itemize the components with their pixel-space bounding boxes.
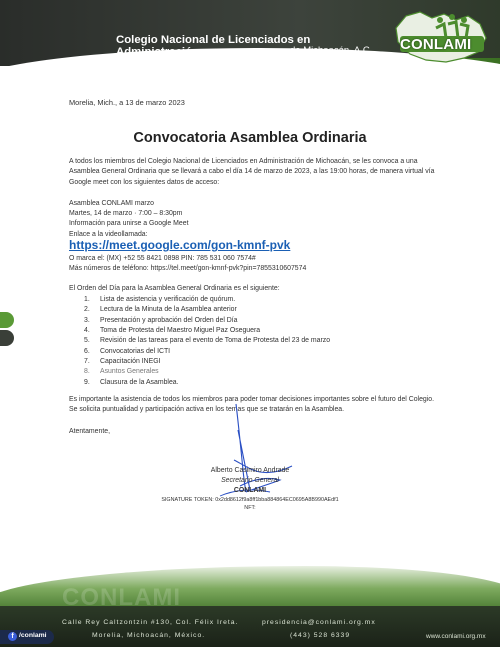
letter-intro: A todos los miembros del Colegio Nacional de Licenciados en Administración de Michoacán, se les convoca a una Asamblea General Ordinaria que se llevará a cabo el día 14 de marzo de 2023, a las 19:00 horas, de manera virtual vía Google meet con los siguientes datos de acceso: [69, 158, 435, 186]
agenda-item: 8. Asuntos Generales [84, 368, 159, 376]
closing-paragraph: Es importante la asistencia de todos los miembros para poder tomar decisiones importantes sobre el futuro del Colegio. Se solicita puntualidad y participación activa en los temas que se tratarán en la Asamblea. [69, 396, 435, 414]
organization-subtitle: de Michoacán, A.C. [290, 45, 373, 56]
footer-watermark: CONLAMI [62, 584, 181, 611]
agenda-intro: El Orden del Día para la Asamblea General Ordinaria es el siguiente: [69, 285, 280, 292]
footer-dark-band [0, 606, 500, 647]
logo-wordmark: CONLAMI [400, 36, 472, 53]
agenda-item: 3. Presentación y aprobación del Orden del Día [84, 316, 238, 324]
agenda-item: 9. Clausura de la Asamblea. [84, 378, 179, 386]
side-tab-green [0, 312, 14, 328]
footer-website[interactable]: www.conlami.org.mx [426, 633, 486, 640]
letter-title: Convocatoria Asamblea Ordinaria [133, 130, 367, 146]
footer-email[interactable]: presidencia@conlami.org.mx [262, 619, 376, 626]
google-meet-link[interactable]: https://meet.google.com/gon-kmnf-pvk [69, 238, 291, 252]
phone-line: O marca el: (MX) +52 55 8421 0898 PIN: 785 531 060 7574# [69, 255, 256, 262]
letter-date: Morelia, Mich., a 13 de marzo 2023 [69, 98, 185, 107]
signature-token: SIGNATURE TOKEN: 0x2dd8612f9a8ff1bba884864EC0695A8B990AEdf1 [161, 497, 339, 503]
phone-details [69, 254, 306, 274]
agenda-item: 6. Convocatorias del ICTI [84, 347, 171, 355]
footer-phone: (443) 528 6339 [290, 632, 351, 639]
footer-address-line1: Calle Rey Caltzontzin #130, Col. Félix Ireta. [62, 619, 239, 626]
facebook-handle[interactable]: /conlami [19, 632, 47, 639]
organization-name: Colegio Nacional de Licenciados en Administración [116, 34, 311, 58]
phone-line: Más números de teléfono: https://tel.meet/gon-kmnf-pvk?pin=7855310607574 [69, 265, 307, 273]
signer-role: Secretario General [221, 477, 279, 484]
signer-organization: CONLAMI [233, 487, 267, 494]
agenda-item: 2. Lectura de la Minuta de la Asamblea anterior [84, 306, 237, 314]
footer-address-line2: Morelia, Michoacán, México. [92, 632, 206, 639]
agenda-item: 1. Lista de asistencia y verificación de quórum. [84, 296, 236, 303]
meeting-line: Información para unirse a Google Meet [69, 220, 189, 228]
agenda-item: 4. Toma de Protesta del Maestro Miguel Paz Oseguera [84, 327, 261, 335]
side-tab-dark [0, 330, 14, 346]
agenda-item: 7. Capacitación INEGI [84, 358, 161, 366]
closing-salutation: Atentamente, [69, 428, 110, 435]
meeting-line: Enlace a la videollamada: [69, 230, 148, 238]
signature-nft: NFT: [244, 505, 256, 511]
facebook-icon: f [8, 632, 17, 641]
letterhead [0, 0, 500, 80]
letter-footer [0, 560, 500, 647]
meeting-line: Asamblea CONLAMI marzo [69, 200, 155, 207]
signer-name: Alberto Casimiro Andrade [210, 467, 290, 474]
meeting-details [69, 199, 189, 240]
meeting-line: Martes, 14 de marzo · 7:00 – 8:30pm [69, 210, 183, 218]
agenda-list [84, 295, 330, 388]
agenda-item: 5. Revisión de las tareas para el evento de Toma de Protesta del 23 de marzo [84, 337, 331, 345]
